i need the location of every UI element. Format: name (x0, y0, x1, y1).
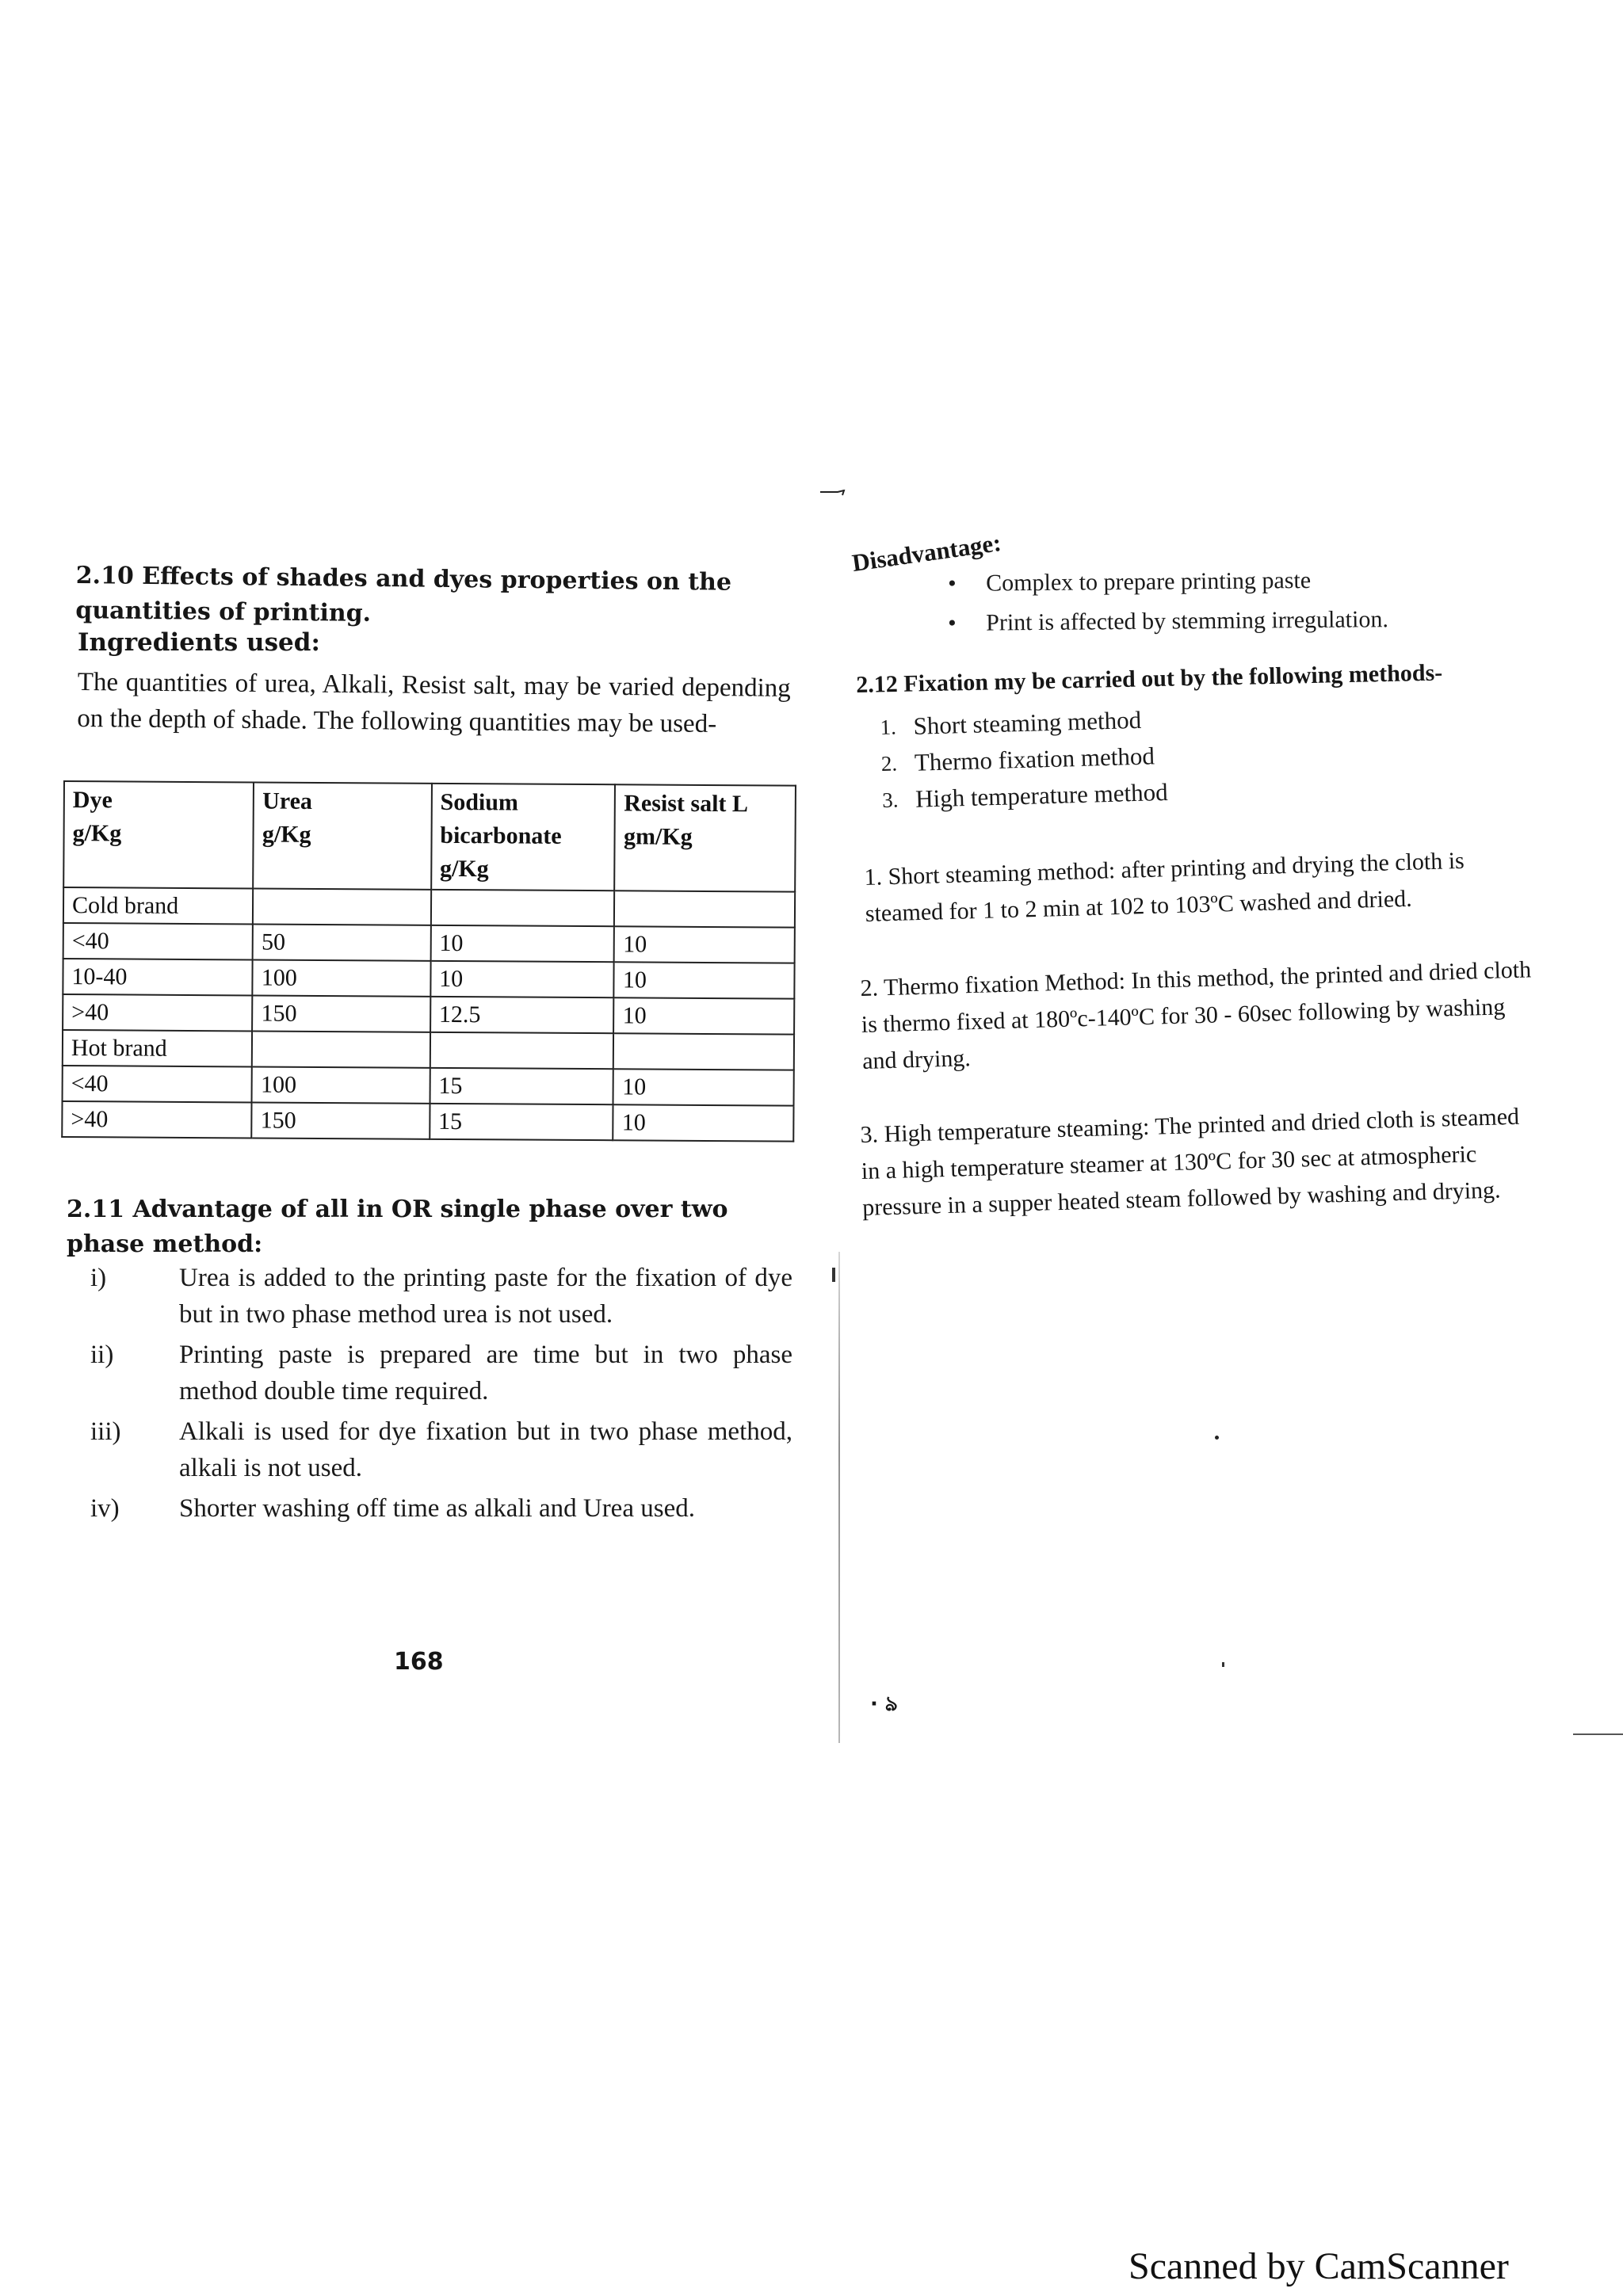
table-cell: 150 (252, 1102, 430, 1138)
disadvantages-list (948, 564, 1566, 643)
list-item-text: Printing paste is prepared are time but in two phase method double time required. (179, 1341, 792, 1405)
table-cell (253, 888, 431, 925)
table-cell: <40 (63, 923, 254, 959)
table-cell (252, 1031, 430, 1067)
ingredients-heading: Ingredients used: (78, 628, 320, 657)
short-steaming-description: 1. Short steaming method: after printing and drying the cloth is steamed for 1 to 2 min at 102 to 103ºC washed and dried. (864, 847, 1465, 927)
list-item-number: iii) (90, 1417, 121, 1446)
header-line: g/Kg (262, 821, 311, 848)
thermo-fixation-description: 2. Thermo fixation Method: In this method, the printed and dried cloth is thermo fixed at 180ºc-140ºC for 30 - 60sec following by washing and drying. (860, 956, 1532, 1074)
handwritten-mark: · ঌ (870, 1692, 898, 1716)
table-cell (430, 1032, 614, 1069)
header-line: Dye (72, 787, 113, 814)
header-line: Sodium (440, 788, 519, 816)
table-cell: 50 (253, 924, 431, 960)
table-cell: >40 (63, 994, 253, 1031)
bullet-icon: • (948, 570, 957, 597)
ingredients-intro: The quantities of urea, Alkali, Resist salt, may be varied depending on the depth of shade. The following quantities may be used- (77, 667, 791, 739)
table-cell: 10 (614, 997, 795, 1034)
list-item (79, 1337, 792, 1409)
table-cell: 100 (253, 959, 431, 996)
list-item (79, 1413, 792, 1486)
table-cell: 12.5 (430, 997, 614, 1033)
table-cell: 100 (252, 1066, 430, 1103)
table-cell: <40 (63, 1066, 253, 1102)
table-cell: 10 (430, 961, 614, 997)
dye-quantities-table (61, 780, 796, 1142)
header-line: g/Kg (439, 855, 489, 883)
table-cell: 15 (430, 1104, 613, 1140)
table-cell: 10 (613, 1104, 794, 1141)
list-item-text: High temperature method (915, 777, 1169, 813)
table-cell: 10-40 (63, 959, 253, 995)
list-item-number: 2. (880, 751, 898, 776)
table-row (63, 959, 794, 999)
header-line: Urea (262, 788, 313, 814)
list-item-text: Short steaming method (913, 705, 1142, 740)
list-item-text: Shorter washing off time as alkali and Urea used. (179, 1494, 695, 1523)
header-line: Resist salt L (624, 790, 749, 818)
table-header-dye (63, 781, 254, 888)
list-item-number: iv) (90, 1494, 120, 1523)
list-item-text: Complex to prepare printing paste (986, 567, 1312, 597)
list-item (948, 598, 1566, 643)
table-row (63, 1066, 794, 1106)
page-number: 168 (394, 1648, 444, 1676)
table-cell (614, 891, 795, 927)
table-cell: >40 (62, 1101, 252, 1138)
table-header-sodium-bicarbonate (431, 784, 616, 891)
header-line: gm/Kg (623, 823, 693, 850)
table-header-urea (254, 782, 432, 889)
table-header-resist-salt (615, 784, 796, 891)
list-item-text: Print is affected by stemming irregulation. (986, 606, 1389, 636)
scan-mark-icon (820, 490, 847, 496)
table-row (63, 994, 794, 1035)
table-cell: Cold brand (63, 887, 254, 924)
table-cell: 10 (614, 962, 795, 998)
list-item-number: 1. (880, 715, 897, 739)
scan-speck (1222, 1662, 1224, 1667)
fixation-methods-list (880, 693, 1438, 818)
section-2-10-title: 2.10 Effects of shades and dyes properties on the quantities of printing. (75, 561, 732, 627)
list-item-text: Alkali is used for dye fixation but in two phase method, alkali is not used. (179, 1417, 792, 1482)
list-item-number: 3. (881, 788, 899, 812)
header-line: bicarbonate (440, 822, 562, 849)
camscanner-watermark: Scanned by CamScanner (1128, 2245, 1509, 2287)
table-cell (431, 890, 615, 926)
list-item (948, 559, 1566, 604)
table-cell: 150 (252, 995, 430, 1032)
table-row (63, 923, 795, 963)
table-cell: 10 (614, 926, 795, 963)
list-item (79, 1490, 792, 1527)
disadvantage-heading: Disadvantage: (850, 528, 1003, 578)
table-cell: Hot brand (63, 1030, 253, 1066)
table-row (63, 887, 795, 928)
table-cell: 15 (430, 1068, 613, 1104)
advantages-list (79, 1260, 792, 1527)
section-2-12-title: 2.12 Fixation my be carried out by the following methods- (856, 659, 1443, 698)
bullet-icon: • (948, 609, 957, 636)
spine-mark (832, 1268, 835, 1282)
table-header-row (63, 781, 796, 892)
table-row (62, 1101, 793, 1142)
high-temperature-description: 3. High temperature steaming: The printed and dried cloth is steamed in a high temperature steamer at 130ºC for 30 sec at atmospheric pressure in a supper heated steam followed by washing and drying. (860, 1103, 1520, 1221)
list-item-text: Urea is added to the printing paste for the fixation of dye but in two phase method urea is not used. (179, 1264, 792, 1329)
list-item-text: Thermo fixation method (914, 742, 1155, 776)
table-cell: 10 (613, 1069, 794, 1105)
edge-rule (1573, 1733, 1623, 1735)
table-cell (613, 1033, 794, 1070)
section-2-11-title: 2.11 Advantage of all in OR single phase over two phase method: (67, 1196, 728, 1258)
table-row (63, 1030, 794, 1070)
list-item-number: ii) (90, 1341, 114, 1369)
list-item (79, 1260, 792, 1333)
list-item-number: i) (90, 1264, 107, 1292)
book-spine-shadow (838, 1252, 840, 1743)
scan-speck (1215, 1436, 1219, 1440)
header-line: g/Kg (72, 820, 122, 847)
table-cell: 10 (430, 925, 614, 962)
